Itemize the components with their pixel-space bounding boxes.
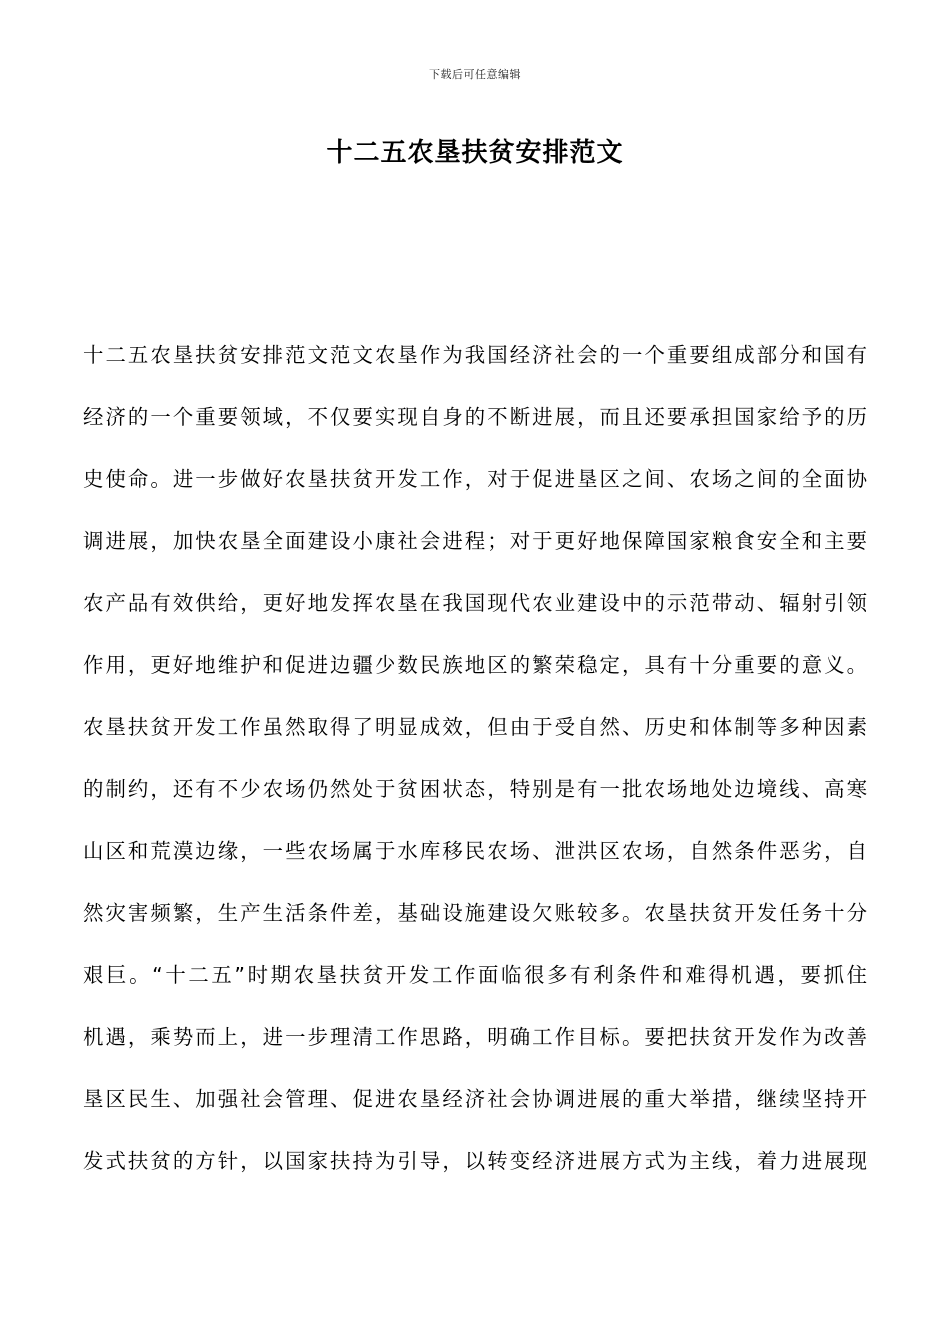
body-line: 发式扶贫的方针，以国家扶持为引导，以转变经济进展方式为主线，着力进展现 [83,1149,867,1173]
body-line: 史使命。进一步做好农垦扶贫开发工作，对于促进垦区之间、农场之间的全面协 [83,467,867,491]
body-line: 艰巨。“十二五”时期农垦扶贫开发工作面临很多有利条件和难得机遇，要抓住 [83,963,867,987]
body-line: 机遇，乘势而上，进一步理清工作思路，明确工作目标。要把扶贫开发作为改善 [83,1025,867,1049]
body-line: 调进展，加快农垦全面建设小康社会进程；对于更好地保障国家粮食安全和主要 [83,529,867,553]
header-note: 下载后可任意编辑 [429,68,521,81]
body-line: 然灾害频繁，生产生活条件差，基础设施建设欠账较多。农垦扶贫开发任务十分 [83,901,867,925]
body-line: 经济的一个重要领域，不仅要实现自身的不断进展，而且还要承担国家给予的历 [83,405,867,429]
body-line: 垦区民生、加强社会管理、促进农垦经济社会协调进展的重大举措，继续坚持开 [83,1087,867,1111]
body-line: 农产品有效供给，更好地发挥农垦在我国现代农业建设中的示范带动、辐射引领 [83,591,867,615]
body-line: 农垦扶贫开发工作虽然取得了明显成效，但由于受自然、历史和体制等多种因素 [83,715,867,739]
body-line: 十二五农垦扶贫安排范文范文农垦作为我国经济社会的一个重要组成部分和国有 [83,343,867,367]
body-line: 的制约，还有不少农场仍然处于贫困状态，特别是有一批农场地处边境线、高寒 [83,777,867,801]
body-line: 山区和荒漠边缘，一些农场属于水库移民农场、泄洪区农场，自然条件恶劣，自 [83,839,867,863]
document-title: 十二五农垦扶贫安排范文 [326,138,624,168]
body-text [83,340,867,1208]
body-line: 作用，更好地维护和促进边疆少数民族地区的繁荣稳定，具有十分重要的意义。 [83,653,867,677]
